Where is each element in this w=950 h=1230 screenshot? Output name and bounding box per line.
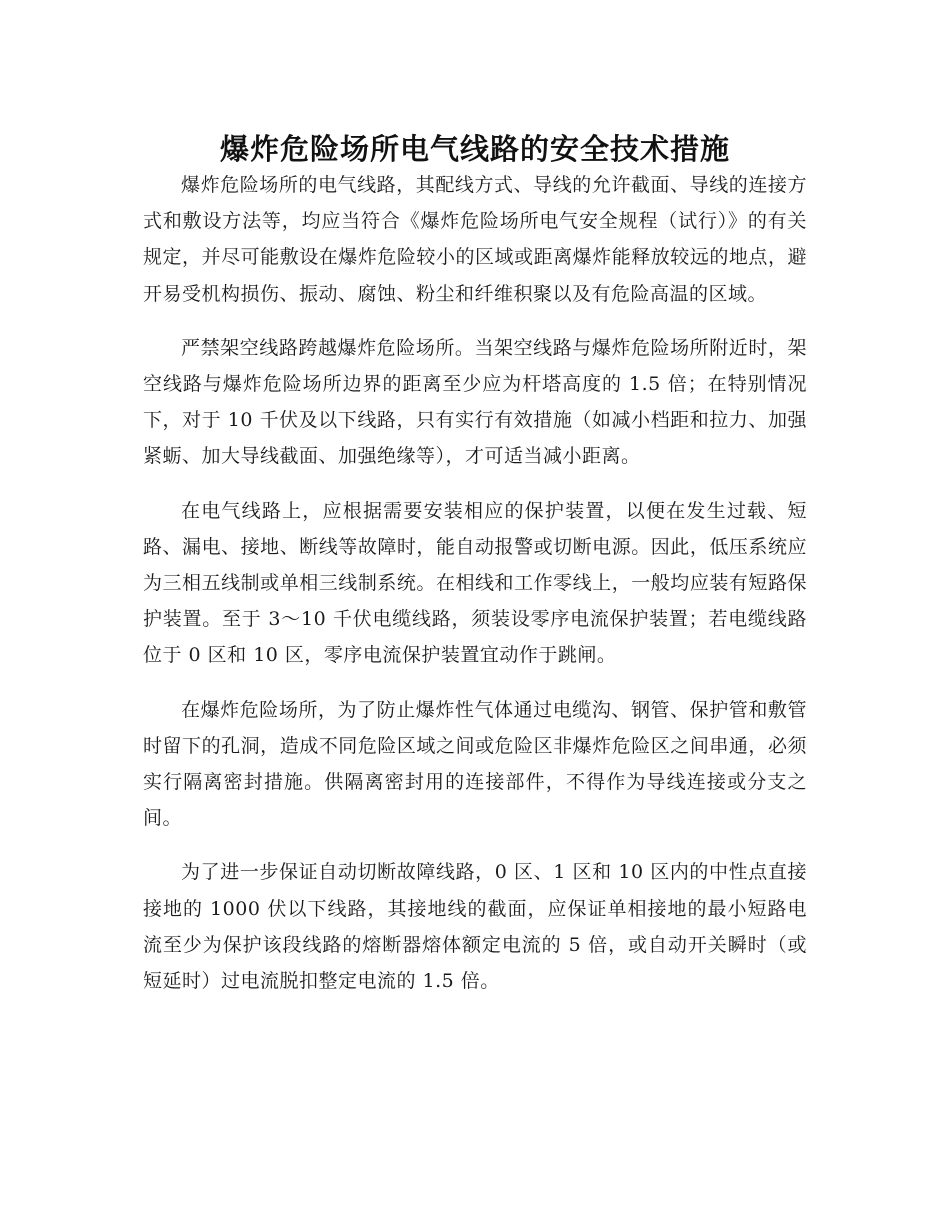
document-body bbox=[143, 167, 807, 1017]
paragraph-3: 在电气线路上，应根据需要安装相应的保护装置，以便在发生过载、短路、漏电、接地、断线等故障时，能自动报警或切断电源。因此，低压系统应为三相五线制或单相三线制系统。在相线和工作零线上，一般均应装有短路保护装置。至于 3～10 千伏电缆线路，须装设零序电流保护装置；若电缆线路位于 0 区和 10 区，零序电流保护装置宜动作于跳闸。 bbox=[143, 499, 807, 667]
paragraph-2: 严禁架空线路跨越爆炸危险场所。当架空线路与爆炸危险场所附近时，架空线路与爆炸危险场所边界的距离至少应为杆塔高度的 1.5 倍；在特别情况下，对于 10 千伏及以下线路，只有实行有效措施（如减小档距和拉力、加强紧蛎、加大导线截面、加强绝缘等），才可适当减小距离。 bbox=[143, 336, 807, 468]
paragraph-4: 在爆炸危险场所，为了防止爆炸性气体通过电缆沟、钢管、保护管和敷管时留下的孔洞，造成不同危险区域之间或危险区非爆炸危险区之间串通，必须实行隔离密封措施。供隔离密封用的连接部件，不得作为导线连接或分支之间。 bbox=[143, 698, 807, 830]
paragraph-5: 为了进一步保证自动切断故障线路，0 区、1 区和 10 区内的中性点直接接地的 1000 伏以下线路，其接地线的截面，应保证单相接地的最小短路电流至少为保护该段线路的熔断器熔体额定电流的 5 倍，或自动开关瞬时（或短延时）过电流脱扣整定电流的 1.5 倍。 bbox=[143, 861, 807, 993]
document-title: 爆炸危险场所电气线路的安全技术措施 bbox=[219, 132, 730, 167]
paragraph-1: 爆炸危险场所的电气线路，其配线方式、导线的允许截面、导线的连接方式和敷设方法等，均应当符合《爆炸危险场所电气安全规程（试行）》的有关规定，并尽可能敷设在爆炸危险较小的区域或距离爆炸能释放较远的地点，避开易受机构损伤、振动、腐蚀、粉尘和纤维积聚以及有危险高温的区域。 bbox=[143, 174, 807, 305]
